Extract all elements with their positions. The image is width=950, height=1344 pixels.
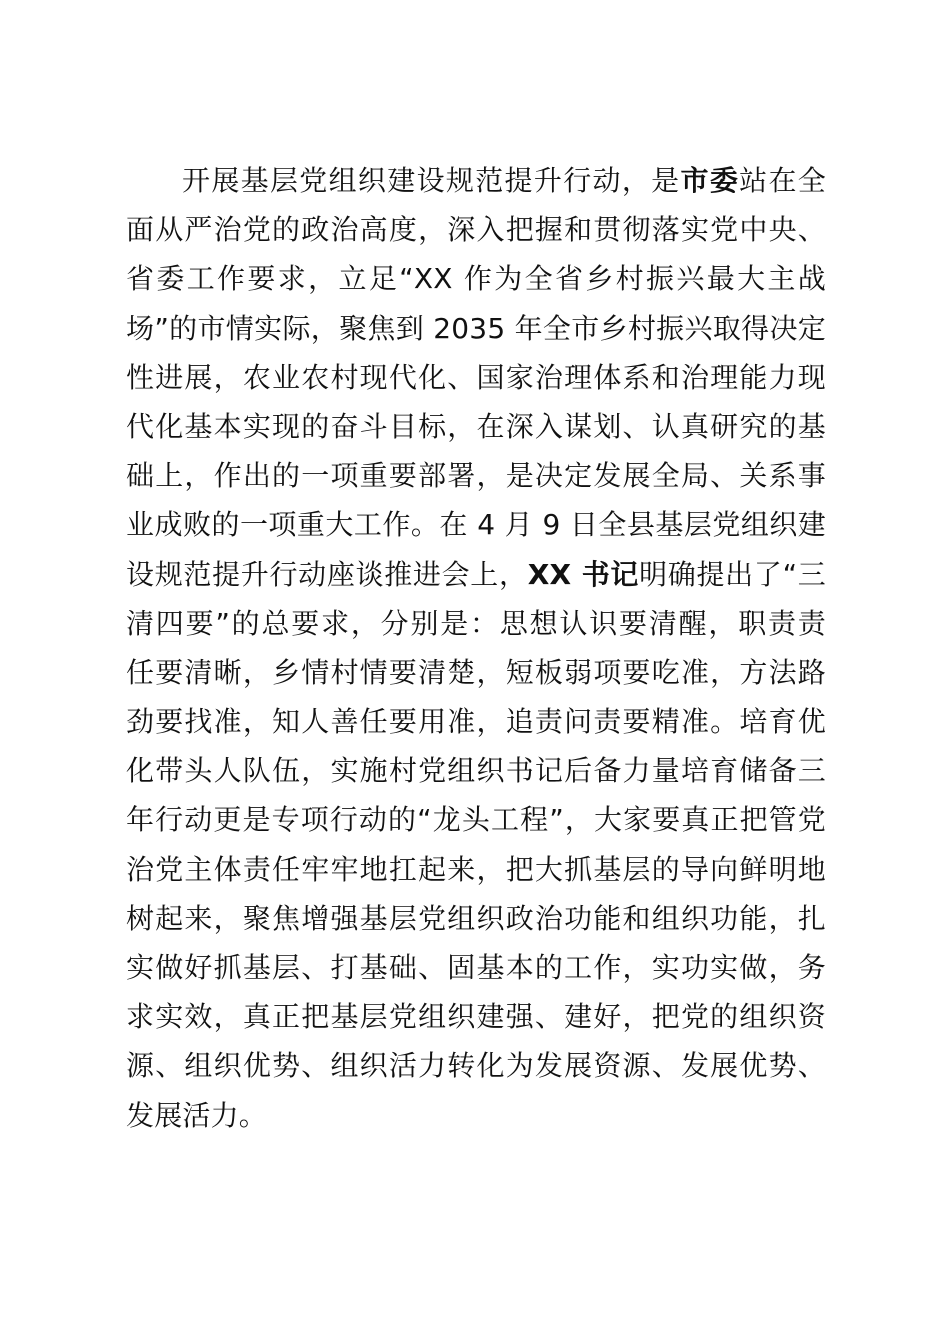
paragraph-line: 业成败的一项重大工作。在 4 月 9 日全县基层党组织建 xyxy=(126,508,826,542)
text-run: 站在全 xyxy=(739,164,827,197)
paragraph-line: 求实效，真正把基层党组织建强、建好，把党的组织资 xyxy=(126,1000,826,1034)
text-run: 设规范提升行动座谈推进会上， xyxy=(126,557,528,591)
paragraph-line: 年行动更是专项行动的“龙头工程”，大家要真正把管党 xyxy=(126,803,826,837)
paragraph-line: 树起来，聚焦增强基层党组织政治功能和组织功能，扎 xyxy=(126,901,826,935)
body-paragraph xyxy=(126,156,826,1140)
paragraph-line: 代化基本实现的奋斗目标，在深入谋划、认真研究的基 xyxy=(126,409,826,443)
paragraph-line: 清四要”的总要求，分别是：思想认识要清醒，职责责 xyxy=(126,606,826,640)
paragraph-line: 面从严治党的政治高度，深入把握和贯彻落实党中央、 xyxy=(126,213,826,247)
text-run: 明确提出了“三 xyxy=(639,557,826,591)
paragraph-line: 化带头人队伍，实施村党组织书记后备力量培育储备三 xyxy=(126,754,826,788)
paragraph-line xyxy=(126,550,826,599)
paragraph-line: 性进展，农业农村现代化、国家治理体系和治理能力现 xyxy=(126,360,826,394)
emphasis-secretary: XX 书记 xyxy=(527,557,640,591)
emphasis-municipal-committee: 市委 xyxy=(680,164,740,197)
paragraph-line: 础上，作出的一项重要部署，是决定发展全局、关系事 xyxy=(126,459,826,493)
paragraph-line: 省委工作要求，立足“XX 作为全省乡村振兴最大主战 xyxy=(126,262,826,296)
paragraph-line: 治党主体责任牢牢地扛起来，把大抓基层的导向鲜明地 xyxy=(126,852,826,886)
paragraph-line: 场”的市情实际，聚焦到 2035 年全市乡村振兴取得决定 xyxy=(126,311,826,345)
paragraph-line: 实做好抓基层、打基础、固基本的工作，实功实做，务 xyxy=(126,951,826,984)
paragraph-line: 劲要找准，知人善任要用准，追责问责要精准。培育优 xyxy=(126,705,826,739)
paragraph-line: 源、组织优势、组织活力转化为发展资源、发展优势、 xyxy=(126,1049,826,1083)
paragraph-line: 任要清晰，乡情村情要清楚，短板弱项要吃准，方法路 xyxy=(126,655,826,689)
paragraph-line xyxy=(126,156,826,205)
paragraph-line: 发展活力。 xyxy=(126,1098,268,1132)
text-run: 开展基层党组织建设规范提升行动，是 xyxy=(182,164,681,197)
